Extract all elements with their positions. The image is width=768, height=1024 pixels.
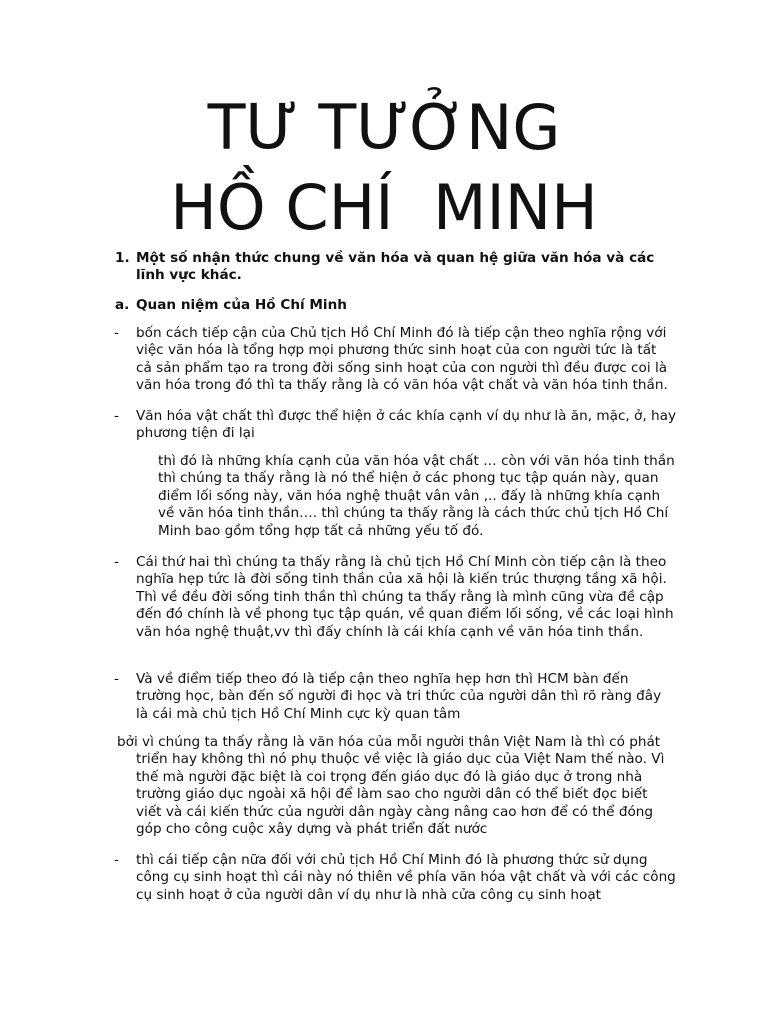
bullet-marker: - — [114, 408, 119, 424]
title-line-1: TƯ TƯỞNG — [207, 91, 561, 164]
bullet-marker: - — [114, 852, 119, 868]
bullet-4-text: Và về điểm tiếp theo đó là tiếp cận theo nghĩa hẹp hơn thì HCM bàn đến trường học, bàn đến số người đi học và tri thức của người dân thì rõ ràng đây là cái mà chủ tịch Hồ Chí Minh cực kỳ quan tâm — [136, 671, 662, 722]
title-line-2: HỒ CHÍ MINH — [170, 171, 598, 244]
section-1-number: 1. — [115, 250, 130, 266]
bullet-marker: - — [114, 554, 119, 570]
bullet-2-text: Văn hóa vật chất thì được thể hiện ở các khía cạnh ví dụ như là ăn, mặc, ở, hay phương tiện đi lại — [136, 408, 677, 442]
bullet-3-text: Cái thứ hai thì chúng ta thấy rằng là chủ tịch Hồ Chí Minh còn tiếp cận là theo nghĩa hẹp tức là đời sống tinh thần của xã hội là kiến trúc thượng tầng xã hội. Thì về đều đời sống tinh thần thì chúng ta thấy rằng là mình cũng vừa đề cập đến đó chính là về phong tục tập quán, về quan điểm lối sống, về các loại hình văn hóa nghệ thuật,vv thì đấy chính là cái khía cạnh về văn hóa tinh thần. — [136, 554, 674, 640]
indented-paragraph: thì đó là những khía cạnh của văn hóa vật chất … còn với văn hóa tinh thần thì chúng ta thấy rằng là nó thể hiện ở các phong tục tập quán này, quan điểm lối sống này, văn hóa nghệ thuật vân vân ,.. đấy là những khía cạnh về văn hóa tinh thần…. thì chúng ta thấy rằng là cách thức chủ tịch Hồ Chí Minh bao gồm tổng hợp tất cả những yếu tố đó. — [158, 453, 675, 539]
section-a-number: a. — [115, 297, 130, 313]
section-a-heading: Quan niệm của Hồ Chí Minh — [136, 297, 347, 313]
hanging-paragraph: bởi vì chúng ta thấy rằng là văn hóa của mỗi người thân Việt Nam là thì có phát triển hay không thì nó phụ thuộc về việc là giáo dục của Việt Nam thế nào. Vì thế mà người đặc biệt là coi trọng đến giáo dục đó là giáo dục ở trong nhà trường giáo dục ngoài xã hội để làm sao cho người dân có thể biết đọc biết viết và cái kiến thức của người dân ngày càng nâng cao hơn để có thể đóng góp cho công cuộc xây dựng và phát triển đất nước — [117, 734, 665, 838]
bullet-5-text: thì cái tiếp cận nữa đối với chủ tịch Hồ Chí Minh đó là phương thức sử dụng công cụ sinh hoạt thì cái này nó thiên về phía văn hóa vật chất và với các công cụ sinh hoạt ở của người dân ví dụ như là nhà cửa công cụ sinh hoạt — [136, 852, 676, 903]
bullet-marker: - — [114, 325, 119, 341]
section-1-heading: Một số nhận thức chung về văn hóa và quan hệ giữa văn hóa và các lĩnh vực khác. — [136, 250, 655, 284]
bullet-marker: - — [114, 671, 119, 687]
bullet-1-text: bốn cách tiếp cận của Chủ tịch Hồ Chí Minh đó là tiếp cận theo nghĩa rộng với việc văn hóa là tổng hợp mọi phương thức sinh hoạt của con người tức là tất cả sản phẩm tạo ra trong đời sống sinh hoạt của con người thì đều được coi là văn hóa trong đó thì ta thấy rằng là có văn hóa vật chất và văn hóa tinh thần. — [136, 325, 668, 394]
